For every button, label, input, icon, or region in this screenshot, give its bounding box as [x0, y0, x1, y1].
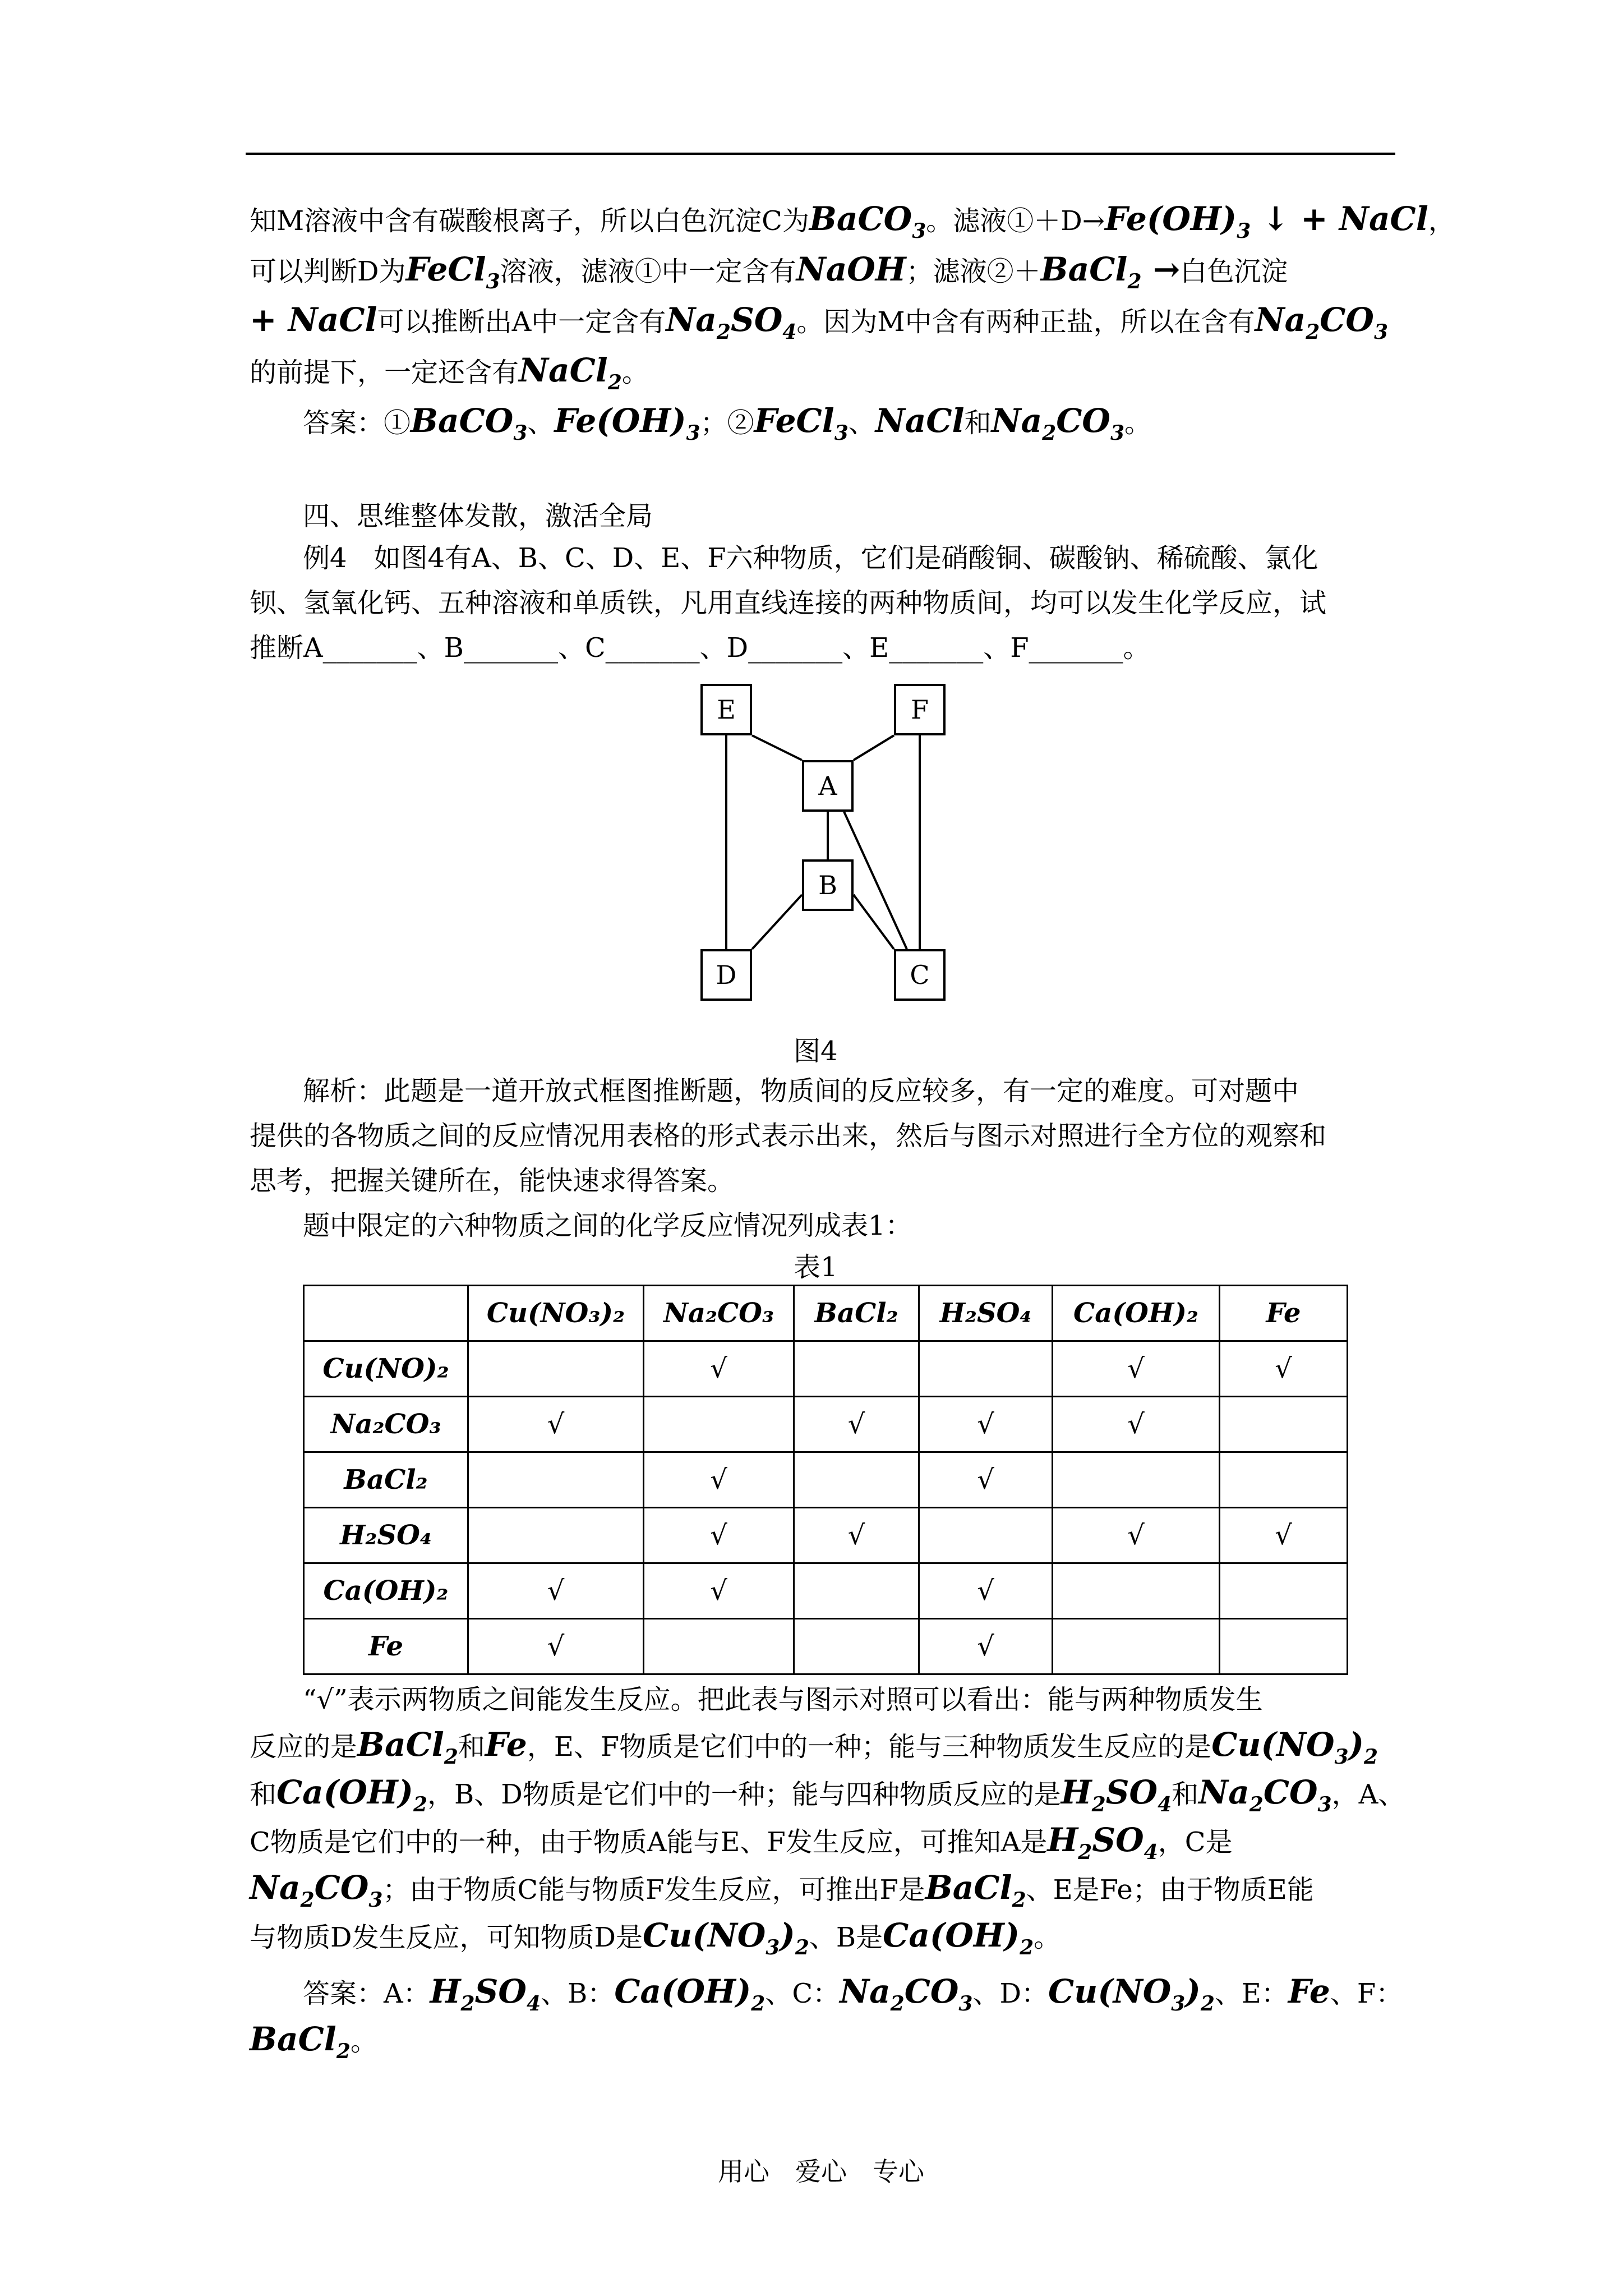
page-footer: 用心 爱心 专心: [718, 2156, 924, 2187]
text-line: 的前提下，一定还含有NaCl$_2$。: [250, 351, 649, 394]
node-e: E: [700, 684, 752, 735]
table-cell: √: [919, 1452, 1053, 1508]
table-row: [304, 1619, 1348, 1674]
column-header: Ca(OH)₂: [1053, 1286, 1220, 1341]
text-line: 与物质D发生反应，可知物质D是$Cu(NO_3)_2$、B是$Ca(OH)_2$。: [250, 1916, 1061, 1959]
text-line: 反应的是BaCl$_2$和Fe，E、F物质是它们中的一种；能与三种物质发生反应的是$Cu(NO_3)_2$: [250, 1726, 1378, 1769]
column-header: H₂SO₄: [919, 1286, 1053, 1341]
column-header: Cu(NO₃)₂: [468, 1286, 644, 1341]
text-line: $Na_2CO_3$；由于物质C能与物质F发生反应，可推出F是BaCl$_2$、E是Fe；由于物质E能: [250, 1869, 1314, 1912]
table-cell: √: [919, 1397, 1053, 1452]
text-line: 和$Ca(OH)_2$，B、D物质是它们中的一种；能与四种物质反应的是$H_2SO_4$和$Na_2CO_3$，A、: [250, 1773, 1405, 1816]
table-cell: √: [1053, 1341, 1220, 1397]
text-line: 知M溶液中含有碳酸根离子，所以白色沉淀C为BaCO$_3$。滤液$①+D\to Fe(OH)_3$ ↓ + NaCl，: [250, 200, 1455, 243]
node-d: D: [700, 949, 752, 1001]
text-line: 例4 如图4有A、B、C、D、E、F六种物质，它们是硝酸铜、碳酸钠、稀硫酸、氯化: [303, 542, 1318, 574]
node-f: F: [894, 684, 946, 735]
table-cell: [919, 1341, 1053, 1397]
node-b: B: [802, 859, 854, 911]
answer-line: BaCl$_2$。: [250, 2020, 377, 2063]
text-line: 钡、氢氧化钙、五种溶液和单质铁，凡用直线连接的两种物质间，均可以发生化学反应，试: [250, 587, 1327, 619]
table-row: [304, 1508, 1348, 1563]
table-cell: [794, 1341, 919, 1397]
table-cell: √: [919, 1619, 1053, 1674]
table-cell: [794, 1452, 919, 1508]
text-line: 推断A_______、B_______、C_______、D_______、E_______、F_______。: [250, 632, 1150, 664]
table-cell: √: [1220, 1341, 1348, 1397]
table-cell: [644, 1397, 794, 1452]
table-title: 表1: [794, 1251, 838, 1283]
table-cell: [468, 1508, 644, 1563]
column-header: Na₂CO₃: [644, 1286, 794, 1341]
table-cell: [468, 1452, 644, 1508]
row-header: Cu(NO)₂: [304, 1341, 468, 1397]
row-header: Fe: [304, 1619, 468, 1674]
table-cell: [1053, 1452, 1220, 1508]
row-header: H₂SO₄: [304, 1508, 468, 1563]
node-a: A: [802, 760, 854, 812]
row-header: BaCl₂: [304, 1452, 468, 1508]
table-row: [304, 1452, 1348, 1508]
table-cell: √: [644, 1341, 794, 1397]
text-line: 可以判断D为FeCl$_3$溶液，滤液①中一定含有NaOH；滤液②＋BaCl$_2$ →白色沉淀: [250, 250, 1288, 293]
table-cell: √: [1053, 1397, 1220, 1452]
text-line: 提供的各物质之间的反应情况用表格的形式表示出来，然后与图示对照进行全方位的观察和: [250, 1120, 1327, 1152]
table-cell: √: [468, 1397, 644, 1452]
answer-line: 答案：A：$H_2SO_4$、B：$Ca(OH)_2$、C：$Na_2CO_3$、D：$Cu(NO_3)_2$、E：Fe、F：: [303, 1972, 1403, 2016]
row-header: Na₂CO₃: [304, 1397, 468, 1452]
table-cell: [794, 1563, 919, 1619]
row-header: Ca(OH)₂: [304, 1563, 468, 1619]
table-cell: [1053, 1619, 1220, 1674]
table-cell: √: [794, 1508, 919, 1563]
text-line: 解析：此题是一道开放式框图推断题，物质间的反应较多，有一定的难度。可对题中: [303, 1075, 1299, 1107]
table-header-row: [304, 1286, 1348, 1341]
table-cell: [794, 1619, 919, 1674]
node-c: C: [894, 949, 946, 1001]
table-cell: [468, 1341, 644, 1397]
table-row: [304, 1397, 1348, 1452]
table-cell: √: [1053, 1508, 1220, 1563]
reaction-diagram: [690, 682, 953, 1007]
text-line: + NaCl可以推断出A中一定含有$Na_2SO_4$。因为M中含有两种正盐，所以在含有$Na_2CO_3$: [250, 301, 1388, 344]
table-corner-cell: [304, 1286, 468, 1341]
table-cell: [1220, 1619, 1348, 1674]
table-cell: [1220, 1563, 1348, 1619]
table-cell: √: [468, 1619, 644, 1674]
table-row: [304, 1563, 1348, 1619]
section-heading: 四、思维整体发散，激活全局: [303, 500, 653, 532]
table-cell: [644, 1619, 794, 1674]
table-cell: √: [468, 1563, 644, 1619]
column-header: BaCl₂: [794, 1286, 919, 1341]
table-cell: [919, 1508, 1053, 1563]
text-line: 思考，把握关键所在，能快速求得答案。: [250, 1165, 735, 1197]
figure-caption: 图4: [794, 1036, 838, 1067]
answer-line: 答案：①BaCO$_3$、$Fe(OH)_3$；②FeCl$_3$、NaCl和$Na_2CO_3$。: [303, 402, 1152, 445]
table-cell: √: [1220, 1508, 1348, 1563]
table-row: [304, 1341, 1348, 1397]
header-rule: [246, 153, 1395, 155]
table-cell: √: [644, 1452, 794, 1508]
table-cell: [1220, 1452, 1348, 1508]
table-cell: [1220, 1397, 1348, 1452]
text-line: “√”表示两物质之间能发生反应。把此表与图示对照可以看出：能与两种物质发生: [303, 1684, 1263, 1715]
table-cell: √: [919, 1563, 1053, 1619]
table-cell: [1053, 1563, 1220, 1619]
table-cell: √: [644, 1563, 794, 1619]
text-line: 题中限定的六种物质之间的化学反应情况列成表1：: [303, 1210, 912, 1241]
reaction-table: [303, 1285, 1348, 1675]
table-cell: √: [644, 1508, 794, 1563]
column-header: Fe: [1220, 1286, 1348, 1341]
table-cell: √: [794, 1397, 919, 1452]
text-line: C物质是它们中的一种，由于物质A能与E、F发生反应，可推知A是$H_2SO_4$，C是: [250, 1821, 1233, 1864]
